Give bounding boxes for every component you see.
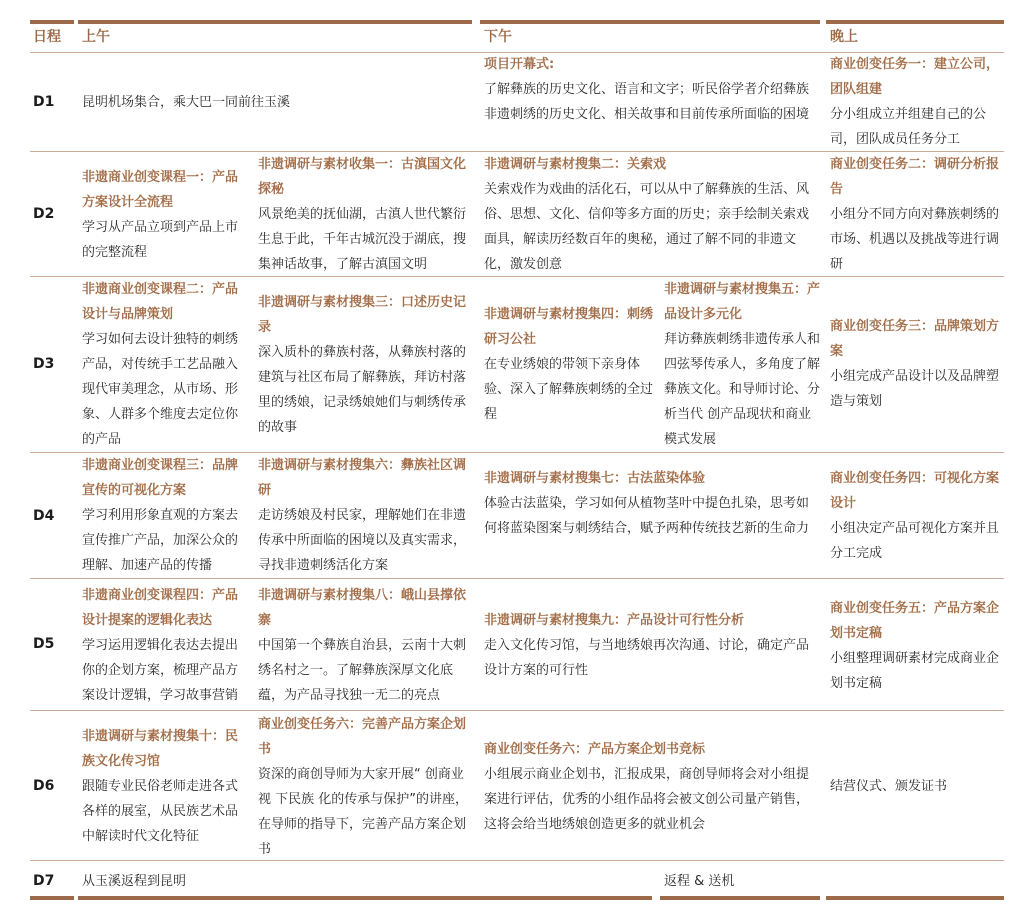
d4-morning-2 <box>258 453 474 578</box>
bottom-rule <box>78 896 652 900</box>
d6-evening <box>830 774 1006 799</box>
d4-m1-body: 学习利用形象直观的方案去宣传推广产品，加深公众的理解、加速产品的传播 <box>82 508 239 573</box>
d3-m1-body: 学习如何去设计独特的刺绣产品，对传统手工艺品融入现代审美理念，从市场、形象、人群多个维度去定位你的产品 <box>82 332 239 447</box>
d3-m1-title: 非遗商业创变课程二：产品设计与品牌策划 <box>82 282 239 322</box>
d3-evening-body: 小组完成产品设计以及品牌塑造与策划 <box>830 369 1000 409</box>
d5-evening-body: 小组整理调研素材完成商业企划书定稿 <box>830 651 1000 691</box>
header-morning: 上午 <box>82 29 110 45</box>
d5-afternoon-title: 非遗调研与素材搜集九：产品设计可行性分析 <box>484 613 745 628</box>
d6-morning-2 <box>258 712 474 862</box>
d6-afternoon <box>484 737 820 837</box>
header-day: 日程 <box>33 29 61 45</box>
d3-evening <box>830 314 1006 414</box>
d3-a1-title: 非遗调研与素材搜集四：刺绣研习公社 <box>484 307 654 347</box>
top-rule <box>30 20 74 24</box>
d5-m2-title: 非遗调研与素材搜集八：峨山县撑依寨 <box>258 588 467 628</box>
d4-evening-title: 商业创变任务四：可视化方案设计 <box>830 471 1000 511</box>
d2-m2-body: 风景绝美的抚仙湖，古滇人世代繁衍生息于此，千年古城沉没于湖底，搜集神话故事，了解古滇国文明 <box>258 207 467 272</box>
d7-afternoon <box>664 869 814 894</box>
d2-evening-body: 小组分不同方向对彝族刺绣的市场、机遇以及挑战等进行调研 <box>830 207 1000 272</box>
d6-m2-body: 资深的商创导师为大家开展“ 创商业视 下民族 化的传承与保护”的讲座，在导师的指导下，完善产品方案企划书 <box>258 767 468 857</box>
d1-afternoon-title: 项目开幕式: <box>484 57 555 72</box>
d5-evening-title: 商业创变任务五：产品方案企划书定稿 <box>830 601 1000 641</box>
d3-morning-1 <box>82 277 250 452</box>
d6-morning-1 <box>82 724 250 849</box>
d6-m1-body: 跟随专业民俗老师走进各式各样的展室，从民族艺术品中解读时代文化特征 <box>82 779 239 844</box>
d6-afternoon-body: 小组展示商业企划书，汇报成果，商创导师将会对小组提案进行评估，优秀的小组作品将会被文创公司量产销售，这将会给当地绣娘创造更多的就业机会 <box>484 767 810 832</box>
d2-afternoon-title: 非遗调研与素材搜集二：关索戏 <box>484 157 667 172</box>
day-label: D5 <box>33 636 55 652</box>
d2-m2-title: 非遗调研与素材收集一：古滇国文化探秘 <box>258 157 467 197</box>
d6-evening-body: 结营仪式、颁发证书 <box>830 779 948 794</box>
d3-m2-title: 非遗调研与素材搜集三：口述历史记录 <box>258 295 467 335</box>
bottom-rule <box>30 896 74 900</box>
d3-a2-body: 拜访彝族刺绣非遗传承人和四弦琴传承人，多角度了解彝族文化。和导师讨论、分析当代 创产品现状和商业模式发展 <box>664 332 821 447</box>
d7-afternoon-body: 返程 & 送机 <box>664 874 735 889</box>
d4-evening <box>830 466 1006 566</box>
row-divider <box>30 710 1004 711</box>
d5-morning-2 <box>258 583 474 708</box>
d2-m1-title: 非遗商业创变课程一：产品方案设计全流程 <box>82 170 239 210</box>
d7-morning <box>82 869 482 894</box>
d5-afternoon <box>484 608 820 683</box>
d4-m1-title: 非遗商业创变课程三：品牌宣传的可视化方案 <box>82 458 239 498</box>
d5-evening <box>830 596 1006 696</box>
d1-morning-body: 昆明机场集合，乘大巴一同前往玉溪 <box>82 95 291 110</box>
d4-afternoon <box>484 466 820 541</box>
d1-morning <box>82 90 462 115</box>
d1-afternoon <box>484 52 820 127</box>
row-divider <box>30 578 1004 579</box>
d1-afternoon-body: 了解彝族的历史文化、语言和文字；听民俗学者介绍彝族非遗刺绣的历史文化、相关故事和目前传承所面临的困境 <box>484 82 810 122</box>
d2-evening-title: 商业创变任务二：调研分析报告 <box>830 157 1000 197</box>
d1-evening-title: 商业创变任务一：建立公司，团队组建 <box>830 57 1000 97</box>
d5-afternoon-body: 走入文化传习馆，与当地绣娘再次沟通、讨论，确定产品设计方案的可行性 <box>484 638 810 678</box>
day-label: D2 <box>33 206 55 222</box>
d4-m2-title: 非遗调研与素材搜集六：彝族社区调研 <box>258 458 467 498</box>
d6-m1-title: 非遗调研与素材搜集十：民族文化传习馆 <box>82 729 239 769</box>
day-label: D1 <box>33 94 55 110</box>
bottom-rule <box>826 896 1004 900</box>
day-label: D7 <box>33 873 55 889</box>
d5-morning-1 <box>82 583 250 708</box>
d2-morning-2 <box>258 152 474 277</box>
d4-evening-body: 小组决定产品可视化方案并且分工完成 <box>830 521 1000 561</box>
d4-afternoon-title: 非遗调研与素材搜集七：古法蓝染体验 <box>484 471 706 486</box>
d2-morning-1 <box>82 165 250 265</box>
d2-m1-body: 学习从产品立项到产品上市的完整流程 <box>82 220 239 260</box>
top-rule <box>826 20 1004 24</box>
d4-afternoon-body: 体验古法蓝染，学习如何从植物茎叶中提色扎染，思考如何将蓝染图案与刺绣结合，赋予两种传统技艺新的生命力 <box>484 496 810 536</box>
d6-m2-title: 商业创变任务六：完善产品方案企划书 <box>258 717 467 757</box>
d6-afternoon-title: 商业创变任务六：产品方案企划书竞标 <box>484 742 706 757</box>
d4-morning-1 <box>82 453 250 578</box>
d2-afternoon <box>484 152 820 277</box>
d3-m2-body: 深入质朴的彝族村落，从彝族村落的建筑与社区布局了解彝族，拜访村落里的绣娘，记录绣娘她们与刺绣传承的故事 <box>258 345 467 435</box>
day-label: D6 <box>33 778 55 794</box>
row-divider <box>30 860 1004 861</box>
d3-afternoon-1 <box>484 302 654 427</box>
d5-m1-body: 学习运用逻辑化表达去提出你的企划方案，梳理产品方案设计逻辑，学习故事营销 <box>82 638 239 703</box>
day-label: D3 <box>33 356 55 372</box>
d3-a2-title: 非遗调研与素材搜集五：产品设计多元化 <box>664 282 821 322</box>
d3-evening-title: 商业创变任务三：品牌策划方案 <box>830 319 1000 359</box>
d3-morning-2 <box>258 290 474 440</box>
top-rule <box>480 20 820 24</box>
d1-evening-body: 分小组成立并组建自己的公司，团队成员任务分工 <box>830 107 987 147</box>
d1-evening <box>830 52 1006 152</box>
d7-morning-body: 从玉溪返程到昆明 <box>82 874 187 889</box>
header-afternoon: 下午 <box>484 29 512 45</box>
d4-m2-body: 走访绣娘及村民家，理解她们在非遗传承中所面临的困境以及真实需求，寻找非遗刺绣活化方案 <box>258 508 467 573</box>
d2-evening <box>830 152 1006 277</box>
bottom-rule <box>660 896 820 900</box>
d5-m1-title: 非遗商业创变课程四：产品设计提案的逻辑化表达 <box>82 588 239 628</box>
d3-afternoon-2 <box>664 277 822 452</box>
header-evening: 晚上 <box>830 29 858 45</box>
d2-afternoon-body: 关索戏作为戏曲的活化石，可以从中了解彝族的生活、风俗、思想、文化、信仰等多方面的历史；亲手绘制关索戏面具，解读历经数百年的奥秘，通过了解不同的非遗文化，激发创意 <box>484 182 810 272</box>
top-rule <box>78 20 472 24</box>
d3-a1-body: 在专业绣娘的带领下亲身体验、深入了解彝族刺绣的全过程 <box>484 357 654 422</box>
d5-m2-body: 中国第一个彝族自治县，云南十大刺绣名村之一。了解彝族深厚文化底蕴，为产品寻找独一无二的亮点 <box>258 638 467 703</box>
day-label: D4 <box>33 508 55 524</box>
